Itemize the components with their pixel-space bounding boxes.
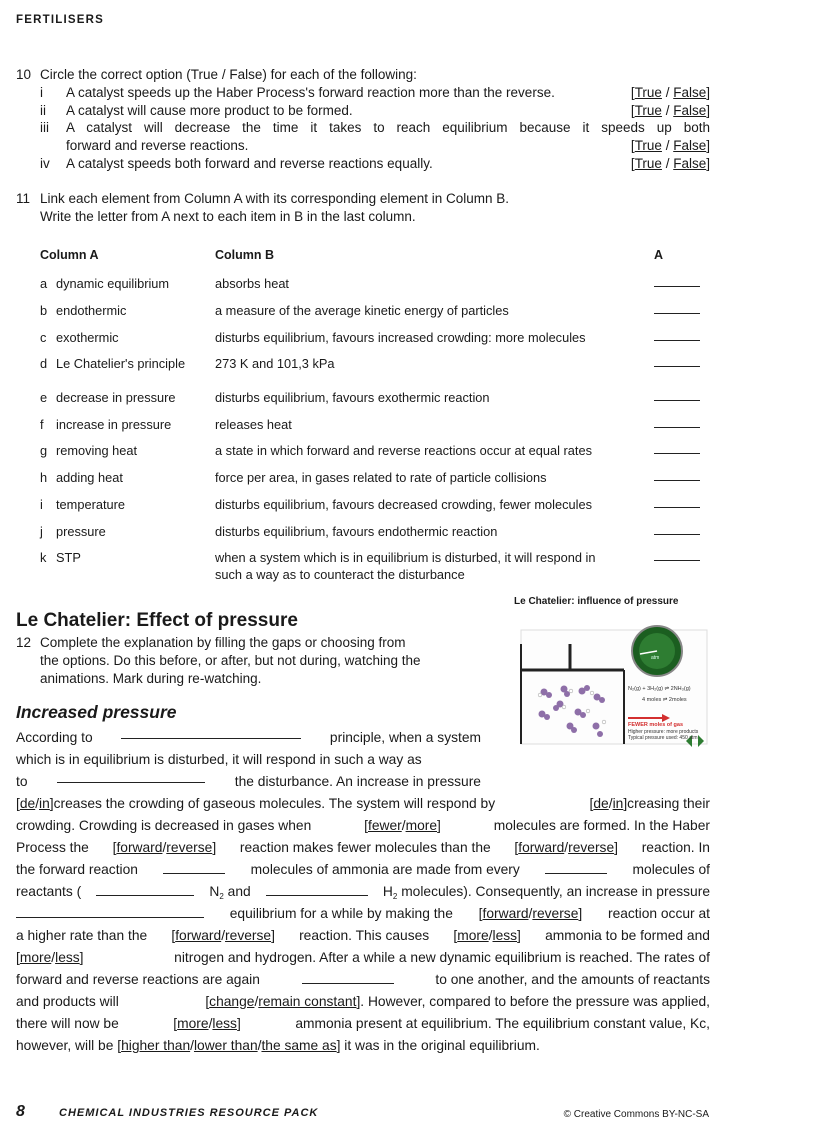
- answer-blank[interactable]: [654, 560, 700, 561]
- answer-blank[interactable]: [654, 534, 700, 535]
- page-header: FERTILISERS: [16, 14, 104, 26]
- fill-in-gap[interactable]: [16, 906, 204, 918]
- true-false-option[interactable]: [True / False]: [630, 138, 710, 154]
- moles-label: 4 moles ⇌ 2moles: [642, 697, 687, 703]
- statement-text-continued: forward and reverse reactions.: [66, 138, 249, 154]
- section-title: Le Chatelier: Effect of pressure: [16, 610, 298, 631]
- question-number: 10: [16, 67, 32, 82]
- answer-blank[interactable]: [654, 453, 700, 454]
- page-number: 8: [16, 1103, 25, 1120]
- true-false-option[interactable]: [True / False]: [630, 102, 710, 118]
- answer-blank[interactable]: [654, 427, 700, 428]
- fill-in-gap[interactable]: [121, 727, 301, 739]
- fill-in-gap[interactable]: [96, 884, 194, 896]
- answer-blank[interactable]: [654, 366, 700, 367]
- pressure-animation-figure: Le Chatelier: influence of pressure atm N₂(g) + 3H₂(g) ⇌ 2NH₃(g) 4 moles ⇌ 2moles FEWER moles of gas Higher pressure: more products Typical pressure used: 450 atm: [512, 594, 712, 756]
- question-intro: Circle the correct option (True / False) for each of the following:: [40, 67, 417, 82]
- true-false-option[interactable]: [True / False]: [630, 155, 710, 171]
- answer-blank[interactable]: [654, 507, 700, 508]
- answer-blank[interactable]: [654, 286, 700, 287]
- question-10: 10 Circle the correct option (True / False) for each of the following: i A catalyst speeds up the Haber Process's forward reaction more than the reverse. [True / False] ii A catalyst will cause more product to be formed. [True / False] iii A catalyst will decrease the time it takes to reach equilibrium because it speeds up both forward and reverse reactions. [True / False] iv A catalyst speeds both forward and reverse reactions equally. [True / False]: [16, 67, 710, 171]
- answer-blank[interactable]: [654, 313, 700, 314]
- statement-text: A catalyst speeds both forward and reverse reactions equally.: [66, 155, 433, 171]
- subsection-title: Increased pressure: [16, 702, 177, 722]
- question-12: 12 Complete the explanation by filling the gaps or choosing from the options. Do this before, or after, but not during, watching the animations. Mark during re-watching.: [16, 635, 421, 686]
- typical-pressure-label: Typical pressure used: 450 atm: [628, 735, 698, 741]
- fewer-label: FEWER moles of gas: [628, 722, 684, 728]
- fill-in-gap[interactable]: [163, 862, 225, 874]
- fill-in-gap[interactable]: [57, 771, 205, 783]
- footer-title: CHEMICAL INDUSTRIES RESOURCE PACK: [59, 1107, 319, 1119]
- answer-column-header: A: [654, 248, 664, 262]
- question-number: 12: [16, 635, 32, 650]
- license-text: © Creative Commons BY-NC-SA: [563, 1109, 709, 1120]
- column-a-header: Column A: [40, 248, 99, 262]
- statement-text: A catalyst will decrease the time it takes to reach equilibrium because it speeds up both: [66, 120, 710, 136]
- statement-text: A catalyst will cause more product to be formed.: [66, 102, 353, 118]
- fill-in-gap[interactable]: [266, 884, 368, 896]
- column-b-header: Column B: [215, 248, 275, 262]
- answer-blank[interactable]: [654, 400, 700, 401]
- answer-blank[interactable]: [654, 340, 700, 341]
- question-11: 11 Link each element from Column A with its corresponding element in Column B. Write the letter from A next to each item in B in the last column.: [16, 191, 509, 224]
- higher-pressure-label: Higher pressure: more products: [628, 729, 699, 735]
- true-false-option[interactable]: [True / False]: [630, 84, 710, 100]
- answer-blank[interactable]: [654, 480, 700, 481]
- figure-title: Le Chatelier: influence of pressure: [514, 596, 679, 607]
- fill-in-gap[interactable]: [302, 972, 394, 984]
- fill-in-gap[interactable]: [545, 862, 607, 874]
- statement-text: A catalyst speeds up the Haber Process's forward reaction more than the reverse.: [66, 84, 555, 100]
- question-number: 11: [16, 191, 31, 206]
- equation-label: N₂(g) + 3H₂(g) ⇌ 2NH₃(g): [628, 686, 691, 692]
